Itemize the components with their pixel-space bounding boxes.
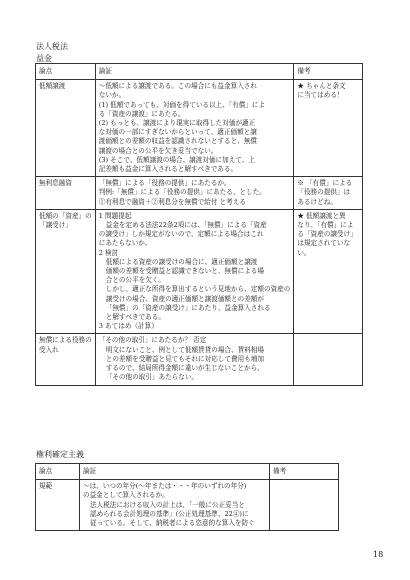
topic-line: 無償による役務の xyxy=(39,336,92,345)
note-cell xyxy=(294,80,363,177)
topic-line: 無利息融資 xyxy=(39,179,72,188)
argument-cell xyxy=(95,334,294,385)
argument-line: 1 問題提起 xyxy=(98,211,132,220)
argument-line: 「無償」による「役務の提供」にあたるか。 xyxy=(98,179,231,188)
argument-line: 明文にないこと、例として低額賃貸の場合、賃料相場 xyxy=(105,345,264,354)
argument-line: しかし、適正な所得を算出するという見地から、定額の資産の xyxy=(105,285,291,294)
note-cell xyxy=(294,209,363,334)
argument-line: 渡価額との差額の収益を認識されないとすると、無償 xyxy=(98,137,257,146)
argument-line: 〜低額による譲渡である。この場合にも益金算入され xyxy=(98,82,257,91)
topic-line: 「譲受け」 xyxy=(39,221,72,230)
argument-line: にあたらないか。 xyxy=(98,239,152,248)
argument-line: 従っている。そして、納税者による恣意的な算入を防ぐ xyxy=(90,519,255,528)
kenri-table xyxy=(35,463,339,531)
note-line: 「役務の提供」は xyxy=(297,188,351,197)
note-line: ★ ちゃんと条文 xyxy=(297,82,346,91)
topic-cell xyxy=(36,80,96,177)
argument-line: 益金を定める法法22条2項には、「無償」による「資産 xyxy=(105,221,267,230)
argument-line: と解すべきである。 xyxy=(105,313,165,322)
argument-line: 譲渡の場合との公平を欠き妥当でない。 xyxy=(98,146,218,155)
note-line: る「資産の譲受け」 xyxy=(297,230,357,239)
argument-line: 譲受けの場合、資産の適正価額と譲渡価額との差額が xyxy=(105,294,264,303)
page-number: 18 xyxy=(373,550,384,559)
argument-line: するので、結局所得金額に違いが生じないことから、 xyxy=(105,364,264,373)
argument-line: 認められる会計処理の基準」(公正処理基準、22④)に xyxy=(90,509,249,518)
topic-line: 低額の「資産」の xyxy=(39,211,92,220)
ekikin-table xyxy=(35,63,363,386)
argument-line: 3 あてはめ（計算） xyxy=(98,322,158,331)
header-note: 備考 xyxy=(270,464,339,480)
header-topic: 論点 xyxy=(36,464,80,480)
argument-line: 2 検討 xyxy=(98,248,119,257)
argument-line: 記差額も益金に算入されると解すべきである。 xyxy=(98,165,238,174)
note-line: ※ 「有償」による xyxy=(297,179,353,188)
argument-line: 法人税法における収入の計上は、「一般に公正妥当と xyxy=(90,500,245,509)
header-topic: 論点 xyxy=(36,64,96,80)
note-line: なり、「有償」によ xyxy=(297,221,354,230)
argument-cell xyxy=(95,209,294,334)
argument-line: な対価の一部にすぎないからといって、適正価額と譲 xyxy=(98,128,257,137)
topic-cell xyxy=(36,209,96,334)
table-row xyxy=(36,209,363,334)
argument-line: (3) そこで、低額譲渡の場合、譲渡対価に加えて、上 xyxy=(98,155,255,164)
argument-cell xyxy=(95,80,294,177)
table-header-row xyxy=(36,64,363,80)
argument-line: 〜は、いつの年分(〜年または・・・年のいずれの年分) xyxy=(83,482,247,491)
note-line: は規定されていな xyxy=(297,239,351,248)
note-line: ★ 低額譲渡と異 xyxy=(297,211,346,220)
topic-line: 規範 xyxy=(39,482,53,491)
argument-line: の譲受け」しか規定がないので、定額による場合はこれ xyxy=(98,230,264,239)
table-header-row xyxy=(36,464,339,480)
note-cell xyxy=(270,480,339,531)
argument-line: 価額の差額を受贈益と認識できないと、無償による場 xyxy=(105,267,264,276)
topic-cell xyxy=(36,177,96,210)
topic-cell xyxy=(36,334,96,385)
argument-line: る「資産の譲渡」にあたる。 xyxy=(98,109,185,118)
argument-line: 「その他の取引」にあたるか？ 否定 xyxy=(98,336,207,345)
table-row xyxy=(36,334,363,385)
argument-line: 「その他の取引」あたらない。 xyxy=(105,373,199,382)
argument-line: (2) もっとも、譲渡により現実に取得した対価が適正 xyxy=(98,119,256,128)
argument-line: との差額を受贈益と見てもそれに対応して費用も増加 xyxy=(105,354,264,363)
table-row xyxy=(36,177,363,210)
argument-line: 判例:「無償」による「役務の提供」にあたる、とした。 xyxy=(98,188,266,197)
document-title: 法人税法 xyxy=(36,42,68,51)
topic-line: 低額譲渡 xyxy=(39,82,66,91)
topic-line: 受入れ xyxy=(39,345,59,354)
argument-line: 低額による資産の譲受けの場合に、適正価額と譲渡 xyxy=(105,257,258,266)
section-title-kenri: 権利確定主義 xyxy=(36,450,84,459)
topic-cell xyxy=(36,480,80,531)
header-argument: 論証 xyxy=(80,464,270,480)
argument-line: ないか。 xyxy=(98,91,126,100)
header-note: 備考 xyxy=(294,64,363,80)
note-line: に当てはめる！ xyxy=(297,91,344,100)
argument-cell xyxy=(95,177,294,210)
note-cell xyxy=(294,177,363,210)
note-line: あるけどね。 xyxy=(297,197,337,206)
argument-line: 合との公平を欠く。 xyxy=(105,276,165,285)
argument-line: ①有利息で融資＋②利息分を無償で給付 と考える xyxy=(98,197,246,206)
argument-line: の益金として算入されるか。 xyxy=(83,491,169,500)
note-cell xyxy=(294,334,363,385)
note-line: い。 xyxy=(297,248,311,257)
table-row xyxy=(36,480,339,531)
argument-cell xyxy=(80,480,270,531)
argument-line: 「無償」の「資産の譲受け」にあたり、益金算入される xyxy=(105,303,271,312)
table-row xyxy=(36,80,363,177)
header-argument: 論証 xyxy=(95,64,294,80)
section-title-ekikin: 益金 xyxy=(36,54,52,63)
argument-line: (1) 低額であっても、対価を得ている以上、「有償」によ xyxy=(98,100,266,109)
